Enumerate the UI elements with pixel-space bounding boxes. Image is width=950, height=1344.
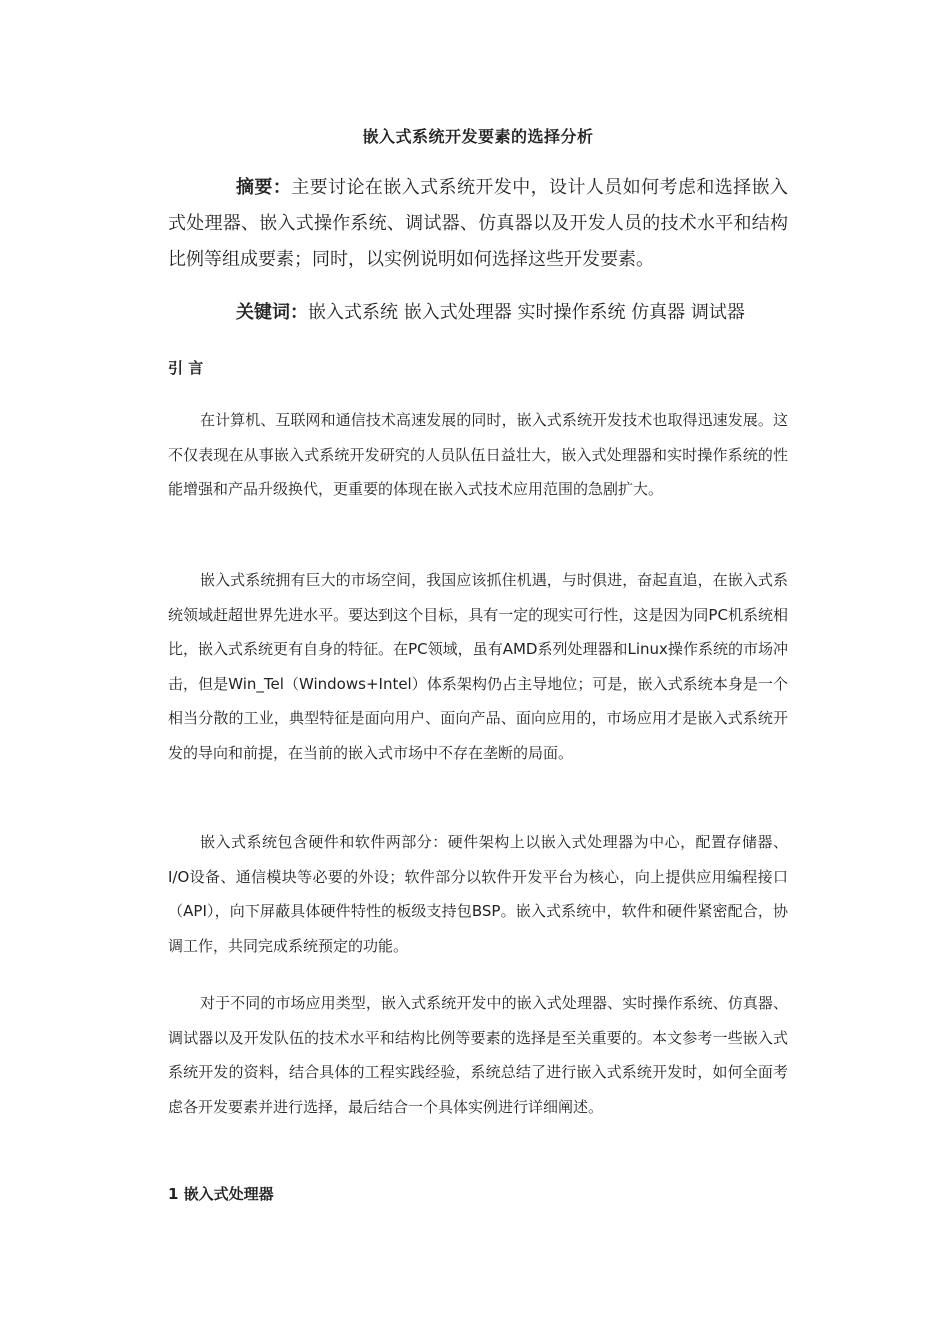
paragraph-2: 嵌入式系统拥有巨大的市场空间，我国应该抓住机遇，与时俱进，奋起直追，在嵌入式系统领域赶超世界先进水平。要达到这个目标，具有一定的现实可行性，这是因为同PC机系统相比，嵌入式系统更有自身的特征。在PC领域，虽有AMD系列处理器和Linux操作系统的市场冲击，但是Win_Tel（Windows+Intel）体系架构仍占主导地位；可是，嵌入式系统本身是一个相当分散的工业，典型特征是面向用户、面向产品、面向应用的，市场应用才是嵌入式系统开发的导向和前提，在当前的嵌入式市场中不存在垄断的局面。 bbox=[168, 571, 788, 762]
section-heading-1: 1 嵌入式处理器 bbox=[168, 1185, 274, 1203]
keywords bbox=[168, 295, 788, 331]
paragraph-3: 嵌入式系统包含硬件和软件两部分：硬件架构上以嵌入式处理器为中心，配置存储器、I/O设备、通信模块等必要的外设；软件部分以软件开发平台为核心，向上提供应用编程接口（API），向下屏蔽具体硬件特性的板级支持包BSP。嵌入式系统中，软件和硬件紧密配合，协调工作，共同完成系统预定的功能。 bbox=[168, 833, 788, 955]
keywords-label: 关键词： bbox=[236, 302, 308, 323]
section-heading-intro: 引 言 bbox=[168, 359, 204, 377]
abstract-label: 摘要： bbox=[236, 177, 292, 198]
abstract-text: 主要讨论在嵌入式系统开发中，设计人员如何考虑和选择嵌入式处理器、嵌入式操作系统、调试器、仿真器以及开发人员的技术水平和结构比例等组成要素；同时，以实例说明如何选择这些开发要素。 bbox=[168, 177, 789, 270]
abstract bbox=[168, 170, 788, 278]
paragraph-4: 对于不同的市场应用类型，嵌入式系统开发中的嵌入式处理器、实时操作系统、仿真器、调试器以及开发队伍的技术水平和结构比例等要素的选择是至关重要的。本文参考一些嵌入式系统开发的资料，结合具体的工程实践经验，系统总结了进行嵌入式系统开发时，如何全面考虑各开发要素并进行选择，最后结合一个具体实例进行详细阐述。 bbox=[168, 994, 788, 1116]
paragraph-1: 在计算机、互联网和通信技术高速发展的同时，嵌入式系统开发技术也取得迅速发展。这不仅表现在从事嵌入式系统开发研究的人员队伍日益壮大，嵌入式处理器和实时操作系统的性能增强和产品升级换代，更重要的体现在嵌入式技术应用范围的急剧扩大。 bbox=[168, 411, 788, 498]
keywords-text: 嵌入式系统 嵌入式处理器 实时操作系统 仿真器 调试器 bbox=[308, 302, 745, 323]
document-title: 嵌入式系统开发要素的选择分析 bbox=[362, 127, 594, 146]
